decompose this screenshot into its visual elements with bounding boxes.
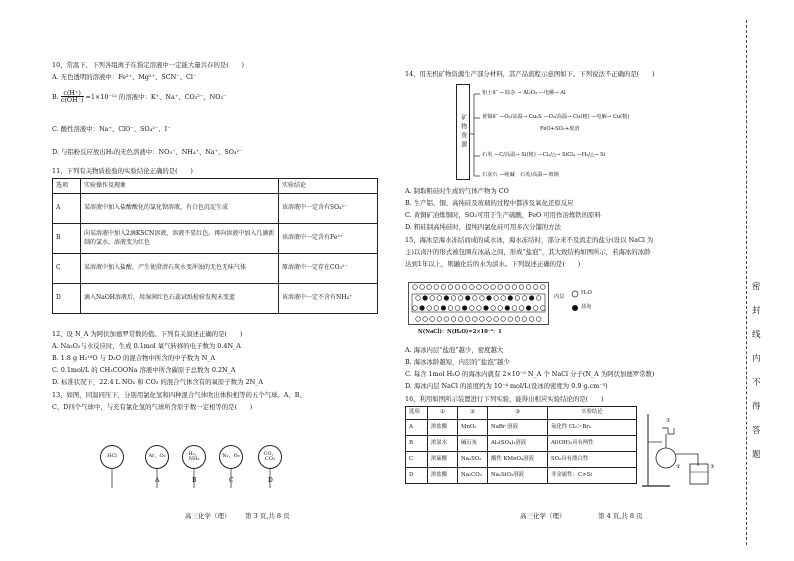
water-molecule-dot (451, 317, 456, 322)
q16-cell: Al₂(SO₄)₃溶液 (488, 436, 548, 452)
q11-table (52, 178, 378, 314)
q15-inner-label: 内层 (554, 294, 565, 300)
q15-option-b: B. 海冰冰龄越短，内层的“盐泡”越少 (405, 358, 510, 366)
q11-cell: 滴入NaOH溶液后，用湿润红色石蕊试纸检验发现未变蓝 (81, 284, 279, 314)
water-molecule-dot (512, 285, 517, 290)
q12-option-d: D. 标准状况下，22.4 L NO₂ 和 CO₂ 的混合气体含有的氧原子数为 2N_A (52, 378, 263, 386)
water-molecule-dot (533, 306, 538, 311)
q16-cell: 碱石灰 (458, 436, 488, 452)
q10-stem: 10、常温下，下列各组离子在指定溶液中一定能大量共存的是( ) (52, 61, 245, 69)
q16-cell: B (406, 436, 428, 452)
q16-cell: A (406, 420, 428, 436)
water-molecule-dot (434, 285, 439, 290)
water-molecule-dot (498, 285, 503, 290)
table-row (53, 284, 378, 314)
footer-right-page: 第 4 页,共 8 页 (598, 512, 643, 520)
balloon-label-b: B (192, 477, 197, 484)
q14-flow-aluminium: 铝土矿 → 除杂 → Al₂O₃ —电解→ Al (482, 90, 566, 96)
q16-header: 实验结论 (548, 407, 637, 420)
water-molecule-dot (458, 296, 463, 301)
q10-option-b-label: B. (52, 92, 59, 101)
seal-char: 答 (752, 426, 761, 436)
q16-cell: 氧化性 Cl₂＞Br₂ (548, 420, 637, 436)
water-molecule-dot (541, 306, 546, 311)
apparatus-label-2: ② (676, 464, 681, 470)
q10-fraction (61, 90, 84, 104)
q11-cell: 该溶液中一定含有SO₄²⁻ (279, 194, 378, 224)
water-molecule-dot (533, 285, 538, 290)
table-row (406, 452, 637, 468)
q16-cell: MnO₂ (458, 420, 488, 436)
water-molecule-dot (420, 285, 425, 290)
salt-bubble-dot (529, 296, 534, 301)
q16-cell: Na₂CO₃ (458, 468, 488, 484)
q16-header: ② (458, 407, 488, 420)
seal-char: 题 (752, 450, 761, 460)
seal-char: 封 (752, 306, 761, 316)
water-molecule-dot (519, 285, 524, 290)
water-molecule-dot (498, 306, 503, 311)
water-molecule-dot (484, 285, 489, 290)
water-molecule-dot (413, 306, 418, 311)
table-row (53, 194, 378, 224)
q16-cell: Al(OH)₃具有两性 (548, 436, 637, 452)
water-molecule-dot (529, 317, 534, 322)
q16-cell: Na₂SiO₃溶液 (488, 468, 548, 484)
water-molecule-dot (480, 296, 485, 301)
water-molecule-dot (491, 306, 496, 311)
q15-stem-line2: 主)以卤汁的形式被包围在冰晶之间，形成“盐泡”，其大致结构如图所示，若海冰的冰龄 (405, 248, 651, 256)
water-molecule-dot (480, 317, 485, 322)
water-molecule-dot (487, 317, 492, 322)
q10-option-d: D. 与铝粉反应放出H₂的无色溶液中：NO₃⁻、NH₄⁺、Na⁺、SO₄²⁻ (52, 148, 243, 156)
water-molecule-dot (448, 306, 453, 311)
water-molecule-dot (473, 317, 478, 322)
q16-table (405, 406, 637, 484)
q16-header: 选项 (406, 407, 428, 420)
water-molecule-dot (427, 306, 432, 311)
seal-dashed-line (746, 20, 747, 545)
salt-bubble-dot (444, 296, 449, 301)
q10-option-b (52, 90, 226, 104)
q12-option-a: A. Na₂O₂与水反应时，生成 0.1mol 氧气转移的电子数为 0.4N_A (52, 342, 241, 350)
salt-bubble-dot (462, 306, 467, 311)
q11-cell: 向某溶液中加入2滴KSCN溶液，溶液不显红色。再向溶液中加入几滴新制的氯水，溶液变为红色 (81, 224, 279, 254)
q16-cell: 浓盐酸 (428, 420, 458, 436)
water-molecule-dot (541, 285, 546, 290)
seal-char: 不 (752, 378, 761, 388)
balloon-a: Ar，O₂ (145, 445, 169, 469)
water-molecule-dot (501, 296, 506, 301)
footer-right-subject: 高三化学（理） (520, 512, 566, 520)
q11-cell: 某溶液中加入盐酸酸化的氯化钡溶液，有白色沉淀生成 (81, 194, 279, 224)
water-molecule-dot (519, 306, 524, 311)
q14-option-c: C. 黄铜矿冶炼铜时，SO₂可用于生产硫酸，FeO 可用作冶炼铁的原料 (405, 211, 601, 219)
salt-bubble-dot (441, 306, 446, 311)
water-molecule-dot (416, 296, 421, 301)
q11-cell: 某溶液中加入盐酸，产生使澄清石灰水变浑浊的无色无味气体 (81, 254, 279, 284)
water-molecule-dot (491, 285, 496, 290)
q16-header: ① (428, 407, 458, 420)
q16-cell: 浓硫酸 (428, 452, 458, 468)
q16-cell: 浓盐酸 (428, 468, 458, 484)
q14-source-box: 矿物资源 (456, 84, 470, 180)
q14-bracket (470, 84, 480, 184)
q16-stem: 16、利用如图所示装置进行下列实验，能得出相应实验结论的是( ) (405, 395, 604, 403)
salt-bubble-dot (465, 296, 470, 301)
q15-stem-line1: 15、海冰是海水冻结而成的咸水冰，海水冻结时，部分来不及流走的盐分(设以 NaCl 为 (405, 236, 654, 244)
q15-ratio: N(NaCl)：N(H₂O)=2×10⁻⁶：1 (418, 329, 502, 335)
q14-flow-copper-byproduct: FeO+SO₂+废渣 (540, 126, 580, 132)
table-row (53, 224, 378, 254)
water-molecule-dot (455, 285, 460, 290)
q10-option-a: A. 无色透明的溶液中：Fe³⁺、Mg²⁺、SCN⁻、Cl⁻ (52, 73, 197, 81)
apparatus-label-1: ① (666, 418, 671, 424)
q13-stem-line1: 13、如图，同温同压下，分别用氯化氢和四种混合气体吹出体积相等的五个气球。A、B、 (52, 391, 306, 399)
water-molecule-dot (441, 285, 446, 290)
q14-option-a: A. 制取粗硅时生成的气体产物为 CO (405, 187, 509, 195)
q11-cell: C (53, 254, 81, 284)
water-molecule-dot (526, 285, 531, 290)
water-molecule-dot (437, 317, 442, 322)
q16-cell: Na₂SO₃ (458, 452, 488, 468)
table-row (406, 468, 637, 484)
water-molecule-dot (448, 285, 453, 290)
water-molecule-dot (470, 285, 475, 290)
water-molecule-dot (494, 296, 499, 301)
q11-stem: 11、下列有关物质检验的实验结论正确的是( ) (52, 167, 193, 175)
q16-header: ③ (488, 407, 548, 420)
water-molecule-dot (515, 317, 520, 322)
lab-apparatus (640, 404, 720, 494)
q11-cell: A (53, 194, 81, 224)
q15-legend-water: H₂O (581, 290, 592, 296)
q10-option-b-text: =1×10⁻¹² 的溶液中：K⁺、Na⁺、CO₃²⁻、NO₃⁻ (85, 92, 227, 101)
water-molecule-dot (501, 317, 506, 322)
balloon-label-c: C (229, 477, 234, 484)
water-molecule-dot (522, 317, 527, 322)
q16-cell: 浓氨水 (428, 436, 458, 452)
balloon-label-a: A (155, 477, 160, 484)
seal-char: 线 (752, 330, 761, 340)
q16-cell: NaBr 溶液 (488, 420, 548, 436)
salt-bubble-dot (526, 306, 531, 311)
water-molecule-dot (477, 306, 482, 311)
balloon-d: CO，CO₂ (258, 445, 282, 469)
balloon-label-d: D (268, 477, 273, 484)
q16-cell: C (406, 452, 428, 468)
footer-left-page: 第 3 页,共 8 页 (245, 512, 290, 520)
water-molecule-dot (437, 296, 442, 301)
table-row (406, 436, 637, 452)
q11-cell: 该溶液中一定不含有NH₄⁺ (279, 284, 378, 314)
q13-stem-line2: C、D四个气球中，与充有氯化氢的气球所含原子数一定相等的是( ) (52, 403, 253, 411)
q12-option-c: C. 0.1mol/L 的 CH₃COONa 溶液中所含碳原子总数为 0.2N_A (52, 366, 236, 374)
water-molecule-dot (416, 317, 421, 322)
water-molecule-dot (508, 317, 513, 322)
sea-ice-diagram (408, 282, 553, 326)
q14-option-b: B. 生产铝、铜、高纯硅及玻璃的过程中都涉及氧化还原反应 (405, 199, 574, 207)
water-molecule-dot (458, 317, 463, 322)
salt-bubble-dot (505, 306, 510, 311)
water-molecule-dot (427, 285, 432, 290)
q11-header-operation: 实验操作及现象 (81, 179, 279, 194)
q15-option-c: C. 每含 1mol H₂O 的海冰内就有 2×10⁻⁵ N_A 个 NaCl 分子(N_A 为阿伏加德罗常数) (405, 370, 655, 378)
water-molecule-dot (434, 306, 439, 311)
q16-cell: 酸性 KMnO₄溶液 (488, 452, 548, 468)
footer-left-subject: 高三化学（理） (185, 512, 231, 520)
q11-cell: 原溶液中一定存在CO₃²⁻ (279, 254, 378, 284)
q15-stem-line3: 达到1年以上，则融化后的水为淡水。下列叙述正确的是( ) (405, 260, 581, 268)
water-molecule-dot (470, 306, 475, 311)
balloon-c: N₂，O₂ (219, 445, 243, 469)
water-molecule-dot (512, 306, 517, 311)
balloon-b: H₂，NH₃ (182, 445, 206, 469)
table-row (406, 420, 637, 436)
salt-bubble-dot (484, 306, 489, 311)
seal-char: 得 (752, 402, 761, 412)
apparatus-label-3: ③ (710, 464, 715, 470)
q11-cell: B (53, 224, 81, 254)
water-molecule-dot (515, 296, 520, 301)
seal-char: 内 (752, 354, 761, 364)
water-molecule-dot (536, 317, 541, 322)
water-molecule-dot (430, 296, 435, 301)
q15-option-a: A. 海冰内层“盐泡”越少，密度越大 (405, 346, 504, 354)
q14-flow-copper: 黄铜矿 —O₂/高温→ Cu₂S —O₂/高温→ Cu(粗) —电解→ Cu(精) (482, 114, 630, 120)
q12-stem: 12、设 N_A 为阿伏加德罗常数的值。下列有关叙述正确的是( ) (52, 330, 243, 338)
salt-bubble-dot (508, 296, 513, 301)
q10-fraction-den: c(OH⁻) (60, 96, 84, 105)
q15-legend-salt: 盐泡 (581, 304, 592, 310)
salt-bubble-dot (420, 306, 425, 311)
water-molecule-dot (455, 306, 460, 311)
q11-cell: D (53, 284, 81, 314)
q15-option-d: D. 海冰内层 NaCl 的浓度约为 10⁻⁴ mol/L(设冰的密度为 0.9 g.cm⁻³) (405, 382, 608, 390)
water-molecule-dot (451, 296, 456, 301)
q11-header-option: 选项 (53, 179, 81, 194)
water-molecule-dot (430, 317, 435, 322)
water-molecule-dot (505, 285, 510, 290)
q15-legend-symbols (570, 289, 580, 315)
salt-bubble-dot (423, 296, 428, 301)
table-row (53, 254, 378, 284)
q11-cell: 该溶液中一定含有Fe²⁺ (279, 224, 378, 254)
water-molecule-dot (465, 317, 470, 322)
q14-option-d: D. 粗硅制高纯硅时，提纯四氯化硅可用多次分馏的方法 (405, 223, 561, 231)
water-molecule-dot (494, 317, 499, 322)
q11-header-conclusion: 实验结论 (279, 179, 378, 194)
salt-bubble-dot (487, 296, 492, 301)
water-molecule-dot (473, 296, 478, 301)
q12-option-b: B. 1.8 g H₂¹⁸O 与 D₂O 的混合物中所含的中子数为 N_A (52, 354, 216, 362)
q16-cell: 非金属性：C>Si (548, 468, 637, 484)
water-molecule-dot (477, 285, 482, 290)
water-molecule-dot (423, 317, 428, 322)
balloon-hcl: HCl (100, 445, 124, 469)
q16-cell: SO₂具有漂白性 (548, 452, 637, 468)
q10-fraction-num: c(H⁺) (61, 90, 84, 97)
seal-char: 密 (752, 282, 761, 292)
water-molecule-dot (536, 296, 541, 301)
water-molecule-dot (522, 296, 527, 301)
q10-option-c: C. 酸性溶液中：Na⁺、ClO⁻、SO₄²⁻、I⁻ (52, 125, 171, 133)
water-molecule-dot (444, 317, 449, 322)
q14-stem: 14、用无机矿物资源生产部分材料，其产品流程示意图如下。下列说法不正确的是( ) (405, 70, 655, 78)
water-molecule-dot (462, 285, 467, 290)
q16-cell: D (406, 468, 428, 484)
q14-flow-silicon: 石英 —C/高温→ Si(粗) —Cl₂/△→ SiCl₄ —H₂/△→ Si (482, 152, 606, 158)
water-molecule-dot (413, 285, 418, 290)
q14-flow-glass: 石灰石 —纯碱 石英/高温→ 玻璃 (482, 172, 559, 178)
